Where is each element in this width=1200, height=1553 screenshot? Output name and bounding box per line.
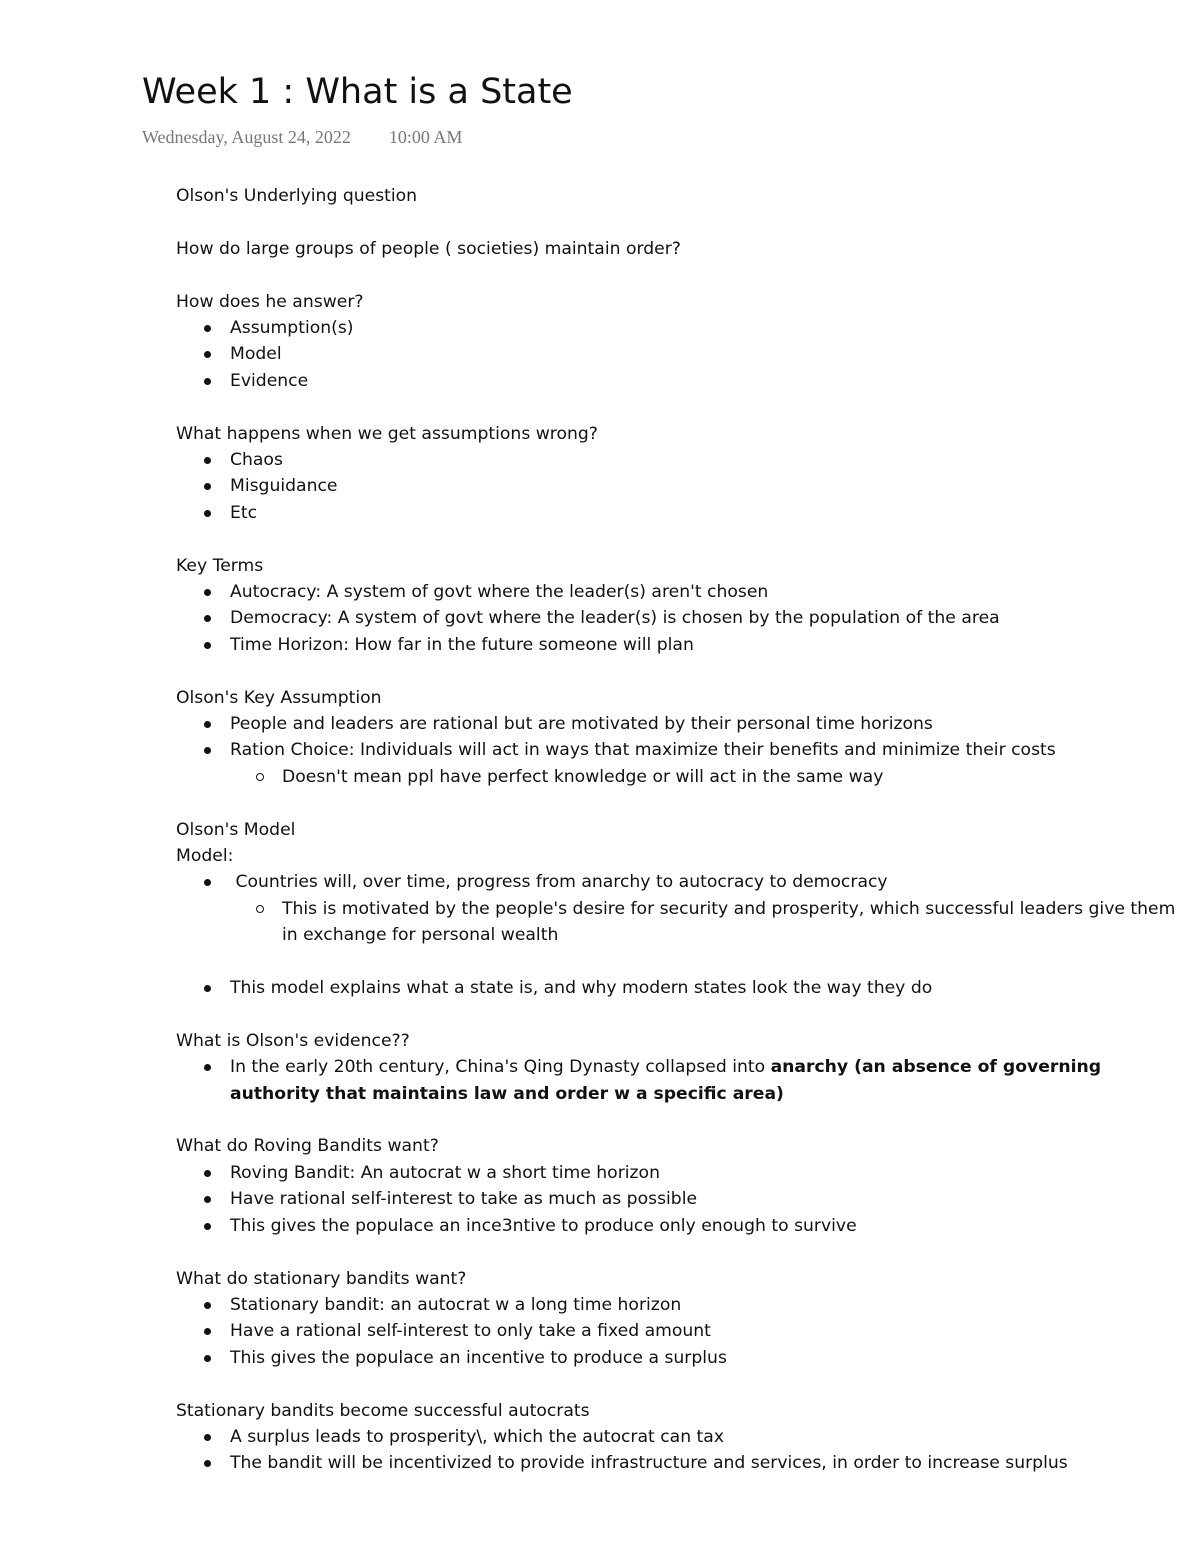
list-item: Roving Bandit: An autocrat w a short time horizon xyxy=(176,1160,1191,1186)
sub-bullet-list xyxy=(176,896,1191,949)
list-item: Have a rational self-interest to only take a fixed amount xyxy=(176,1318,1191,1344)
list-item: A surplus leads to prosperity\, which the autocrat can tax xyxy=(176,1424,1191,1450)
section-heading: What do Roving Bandits want? xyxy=(176,1136,439,1157)
bullet-list xyxy=(176,975,1191,1001)
list-item: Autocracy: A system of govt where the leader(s) aren't chosen xyxy=(176,579,1191,605)
list-item: Countries will, over time, progress from anarchy to autocracy to democracy xyxy=(176,869,1191,895)
paragraph: How do large groups of people ( societies) maintain order? xyxy=(176,238,681,259)
list-item: Stationary bandit: an autocrat w a long time horizon xyxy=(176,1292,1191,1318)
list-item: This gives the populace an incentive to produce a surplus xyxy=(176,1345,1191,1371)
section-heading: Olson's Model xyxy=(176,819,296,840)
list-item: The bandit will be incentivized to provide infrastructure and services, in order to increase surplus xyxy=(176,1450,1191,1476)
list-item xyxy=(176,1054,1191,1107)
bullet-list xyxy=(176,1054,1191,1107)
page-title: Week 1 : What is a State xyxy=(142,72,573,112)
list-item: Evidence xyxy=(176,368,1191,394)
section-heading: How does he answer? xyxy=(176,291,364,312)
bullet-list xyxy=(176,315,1191,394)
sub-bullet-list xyxy=(176,764,1191,790)
bold-definition: anarchy (an absence of governing authority that maintains law and order w a specific area) xyxy=(230,1057,1102,1104)
list-item: Model xyxy=(176,341,1191,367)
bullet-list xyxy=(176,1424,1191,1477)
bullet-list xyxy=(176,447,1191,526)
section-heading: Stationary bandits become successful autocrats xyxy=(176,1400,590,1421)
bullet-list xyxy=(176,711,1191,764)
list-item: This gives the populace an ince3ntive to produce only enough to survive xyxy=(176,1213,1191,1239)
section-subheading: Model: xyxy=(176,846,234,867)
list-item-text: In the early 20th century, China's Qing Dynasty collapsed into xyxy=(230,1057,771,1078)
page-timestamp xyxy=(142,127,462,148)
list-item: Etc xyxy=(176,500,1191,526)
section-heading: Key Terms xyxy=(176,555,264,576)
section-heading: What happens when we get assumptions wrong? xyxy=(176,423,598,444)
list-item: Chaos xyxy=(176,447,1191,473)
bullet-list xyxy=(176,1160,1191,1239)
list-item: People and leaders are rational but are motivated by their personal time horizons xyxy=(176,711,1191,737)
note-body xyxy=(176,183,1191,1477)
list-item: This model explains what a state is, and why modern states look the way they do xyxy=(176,975,1191,1001)
section-heading: Olson's Key Assumption xyxy=(176,687,382,708)
page-date: Wednesday, August 24, 2022 xyxy=(142,127,351,147)
bullet-list xyxy=(176,1292,1191,1371)
bullet-list xyxy=(176,869,1191,895)
page-time: 10:00 AM xyxy=(388,127,463,147)
list-item: Time Horizon: How far in the future someone will plan xyxy=(176,632,1191,658)
list-item: Ration Choice: Individuals will act in ways that maximize their benefits and minimize their costs xyxy=(176,737,1191,763)
bullet-list xyxy=(176,579,1191,658)
list-item: Misguidance xyxy=(176,473,1191,499)
section-heading: Olson's Underlying question xyxy=(176,186,418,206)
sub-list-item: This is motivated by the people's desire for security and prosperity, which successful leaders give them in exchange for personal wealth xyxy=(176,896,1191,949)
list-item: Democracy: A system of govt where the leader(s) is chosen by the population of the area xyxy=(176,605,1191,631)
section-heading: What do stationary bandits want? xyxy=(176,1268,467,1289)
sub-list-item: Doesn't mean ppl have perfect knowledge or will act in the same way xyxy=(176,764,1191,790)
list-item: Have rational self-interest to take as much as possible xyxy=(176,1186,1191,1212)
section-heading: What is Olson's evidence?? xyxy=(176,1030,410,1051)
list-item: Assumption(s) xyxy=(176,315,1191,341)
